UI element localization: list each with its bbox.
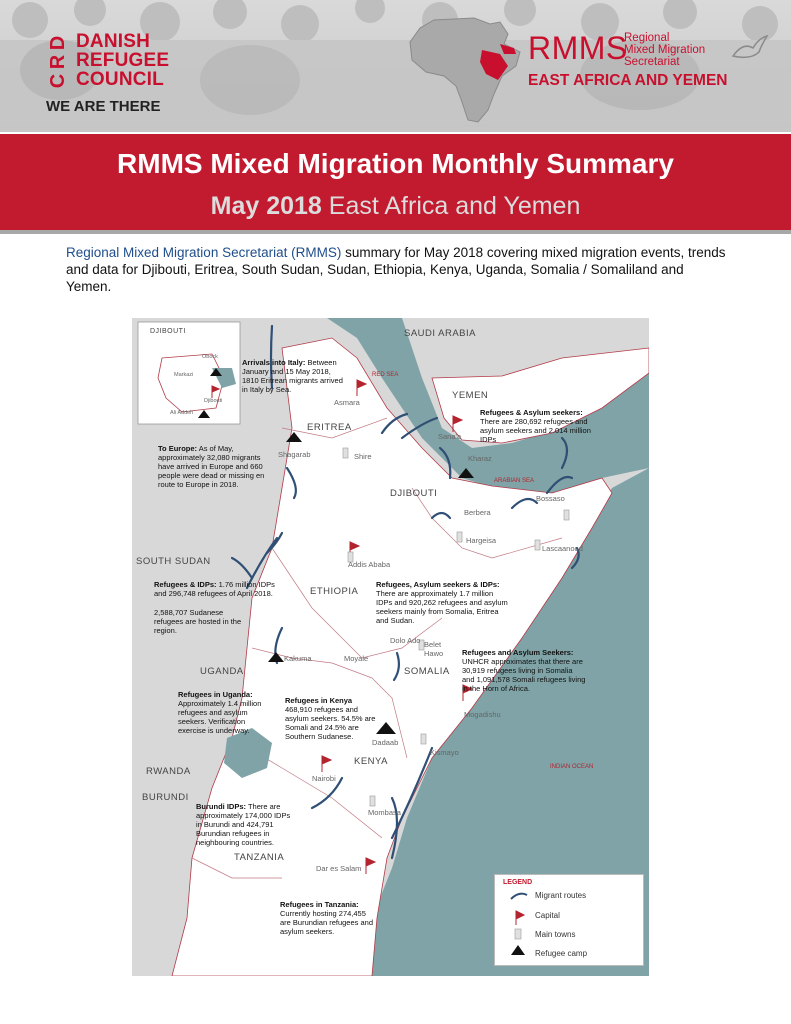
note-burundi-title: Burundi IDPs: xyxy=(196,802,246,811)
legend-camp: Refugee camp xyxy=(535,949,588,958)
note-south-sudan xyxy=(154,580,286,598)
note-somalia-title: Refugees and Asylum Seekers: xyxy=(462,648,574,657)
city-dar-es-salam: Dar es Salam xyxy=(316,864,362,873)
intro-lead: Regional Mixed Migration Secretariat (RMMS) xyxy=(66,245,342,260)
country-kenya: KENYA xyxy=(354,756,389,767)
legend-routes: Migrant routes xyxy=(535,891,587,900)
rmms-acronym: RMMS xyxy=(528,30,628,66)
note-yemen xyxy=(480,408,600,444)
town-icon xyxy=(515,929,521,939)
drc-name xyxy=(76,32,169,89)
intro-paragraph xyxy=(66,244,728,295)
country-south-sudan: SOUTH SUDAN xyxy=(136,556,211,567)
africa-map-icon xyxy=(404,14,529,126)
inset-city-markazi: Markazi xyxy=(174,372,194,378)
city-addis-ababa: Addis Ababa xyxy=(348,560,391,569)
note-europe-body: As of May, approximately 32,080 migrants have arrived in Europe and 660 people were dead or missing en route to Europe in 2018. xyxy=(158,444,265,489)
drc-letter: R xyxy=(47,54,69,70)
drc-letter: D xyxy=(47,35,69,51)
legend-title: LEGEND xyxy=(503,879,533,886)
legend-towns: Main towns xyxy=(535,930,576,939)
city-lascaanood: Lascaanood xyxy=(542,544,583,553)
city-asmara: Asmara xyxy=(334,398,360,407)
note-burundi-body: There are approximately 174,000 IDPs in Burundi and 424,791 Burundian refugees in neighbouring countries. xyxy=(196,802,291,847)
note-somalia xyxy=(462,648,587,693)
note-uganda-body: Approximately 1.4 million refugees and asylum seekers. Verification exercise is underway. xyxy=(178,699,262,735)
drc-tagline: WE ARE THERE xyxy=(46,98,161,115)
sea-indian-ocean: INDIAN OCEAN xyxy=(550,764,594,770)
rmms-region: EAST AFRICA AND YEMEN xyxy=(528,72,728,89)
sea-arabian-sea: ARABIAN SEA xyxy=(494,478,535,484)
note-ethiopia xyxy=(376,580,510,625)
note-italy xyxy=(242,358,347,394)
capital-flag-icon xyxy=(516,911,524,925)
city-berbera: Berbera xyxy=(464,508,491,517)
country-yemen: YEMEN xyxy=(452,390,489,401)
note-south-sudan-body: 1.76 million IDPs and 296,748 refugees of April 2018. xyxy=(154,580,275,598)
refugee-camp-icon xyxy=(511,945,525,955)
city-moyale: Moyale xyxy=(344,654,369,663)
country-tanzania: TANZANIA xyxy=(234,852,285,863)
city-sanaa: Sana'a xyxy=(438,432,462,441)
intro-body: summary for May 2018 covering mixed migration events, trends and data for Djibouti, Eritrea, South Sudan, Sudan, Ethiopia, Kenya, Uganda, Somalia / Somaliland and Yemen. xyxy=(66,245,726,294)
city-bossaso: Bossaso xyxy=(536,494,565,503)
note-sudan: 2,588,707 Sudanese refugees are hosted in the region. xyxy=(154,608,242,635)
page-subtitle xyxy=(0,192,791,221)
note-ethiopia-title: Refugees, Asylum seekers & IDPs: xyxy=(376,580,500,589)
inset-city-obock: Obock xyxy=(202,354,218,360)
country-burundi: BURUNDI xyxy=(142,792,189,803)
route-arrow-icon xyxy=(511,894,527,899)
rmms-fullname-line: Secretariat xyxy=(624,56,680,68)
drc-letter: C xyxy=(47,73,69,89)
legend-symbols xyxy=(509,889,529,959)
city-kharaz: Kharaz xyxy=(468,454,492,463)
note-italy-body: Between January and 15 May 2018, 1810 Eritrean migrants arrived in Italy by Sea. xyxy=(242,358,343,394)
city-shagarab: Shagarab xyxy=(278,450,311,459)
city-belet-hawo-1: Belet xyxy=(424,640,442,649)
subtitle-region: East Africa and Yemen xyxy=(321,192,581,220)
note-burundi xyxy=(196,802,292,847)
note-tanzania-body: Currently hosting 274,455 are Burundian refugees and asylum seekers. xyxy=(280,909,373,936)
country-uganda: UGANDA xyxy=(200,666,244,677)
note-italy-title: Arrivals into Italy: xyxy=(242,358,306,367)
inset-city-ali-addeh: Ali Addeh xyxy=(170,410,194,416)
inset-title: DJIBOUTI xyxy=(150,328,186,335)
country-somalia: SOMALIA xyxy=(404,666,450,677)
page-title: RMMS Mixed Migration Monthly Summary xyxy=(117,148,674,179)
note-uganda-title: Refugees in Uganda: xyxy=(178,690,253,699)
note-south-sudan-title: Refugees & IDPs: xyxy=(154,580,217,589)
drc-name-line: REFUGEE xyxy=(76,50,170,71)
country-djibouti: DJIBOUTI xyxy=(390,488,438,499)
city-shire: Shire xyxy=(354,452,372,461)
note-yemen-title: Refugees & Asylum seekers: xyxy=(480,408,583,417)
country-rwanda: RWANDA xyxy=(146,766,191,777)
city-dadaab: Dadaab xyxy=(372,738,399,747)
regional-map xyxy=(132,318,649,976)
title-band xyxy=(0,134,791,234)
rmms-fullname-line: Mixed Migration xyxy=(624,44,706,56)
note-uganda xyxy=(178,690,270,735)
country-ethiopia: ETHIOPIA xyxy=(310,586,359,597)
inset-city-djibouti: Djibouti xyxy=(204,398,223,404)
country-saudi-arabia: SAUDI ARABIA xyxy=(404,328,476,339)
drc-logo xyxy=(46,30,196,120)
city-kismayo: Kismayo xyxy=(430,748,459,757)
bird-icon xyxy=(729,34,769,64)
note-ethiopia-body: There are approximately 1.7 million IDPs and 920,262 refugees and asylum seekers mainly from Somalia, Eritrea and Sudan. xyxy=(376,589,508,625)
map-legend xyxy=(494,874,644,966)
city-nairobi: Nairobi xyxy=(312,774,336,783)
note-kenya-body: 468,910 refugees and asylum seekers. 54.5% are Somali and 24.5% are Southern Sudanese. xyxy=(285,705,376,741)
city-belet-hawo-2: Hawo xyxy=(424,649,444,658)
drc-name-line: COUNCIL xyxy=(76,69,164,90)
legend-capital: Capital xyxy=(535,911,560,920)
city-mombasa: Mombasa xyxy=(368,808,401,817)
sea-red-sea: RED SEA xyxy=(372,372,399,378)
city-hargeisa: Hargeisa xyxy=(466,536,497,545)
subtitle-date: May 2018 xyxy=(210,192,322,220)
note-kenya xyxy=(285,696,381,741)
note-europe xyxy=(158,444,266,489)
rmms-fullname-line: Regional xyxy=(624,32,670,44)
note-somalia-body: UNHCR approximates that there are 30,919 refugees living in Somalia and 1,091,578 Somali refugees living in the Horn of Africa. xyxy=(462,657,586,693)
header-banner xyxy=(0,0,791,132)
drc-vertical-letters xyxy=(46,34,70,90)
drc-name-line: DANISH xyxy=(76,31,151,52)
rmms-fullname xyxy=(624,32,705,68)
note-kenya-title: Refugees in Kenya xyxy=(285,696,353,705)
city-dolo-ado: Dolo Ado xyxy=(390,636,421,645)
city-mogadishu: Mogadishu xyxy=(464,710,501,719)
city-kakuma: Kakuma xyxy=(284,654,312,663)
country-eritrea: ERITREA xyxy=(307,422,352,433)
note-yemen-body: There are 280,692 refugees and asylum seekers and 2.014 million IDPs xyxy=(480,417,591,444)
note-tanzania xyxy=(280,900,378,936)
note-tanzania-title: Refugees in Tanzania: xyxy=(280,900,359,909)
note-europe-title: To Europe: xyxy=(158,444,198,453)
